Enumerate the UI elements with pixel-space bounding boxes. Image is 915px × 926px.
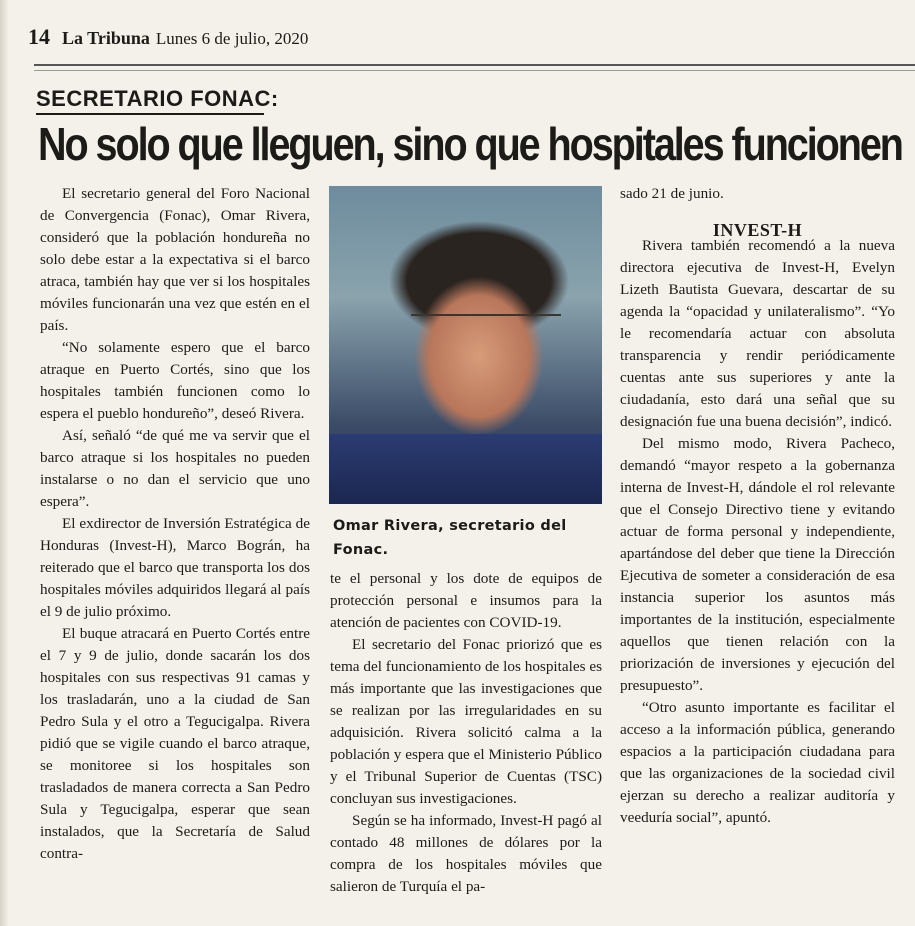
- paragraph: El secretario del Fonac priorizó que es tema del funcionamiento de los hospitales es más importante que las investigaciones que se realizan por las irregularidades en su adquisición. Rivera solicitó calma a la población y espera que el Ministerio Público y el Tribunal Superior de Cuentas (TSC) concluyan sus investigaciones.: [330, 636, 602, 807]
- paragraph: El secretario general del Foro Nacional de Convergencia (Fonac), Omar Rivera, consideró que la población hondureña no solo debe estar a la expectativa si el barco atraca, también hay que ver si los hospitales móviles funcionarán una vez que estén en el país.: [40, 185, 310, 334]
- article-column-3: [620, 183, 895, 829]
- paragraph: Así, señaló “de qué me va servir que el barco atraque si los hospitales no pueden instalarse o no dan el servicio que uno espera”.: [40, 427, 310, 510]
- page-fold-edge: [0, 0, 8, 926]
- section-subhead: INVEST-H: [712, 220, 803, 240]
- header-rule-thin: [34, 70, 915, 71]
- paragraph: Según se ha informado, Invest-H pagó al contado 48 millones de dólares por la compra de los hospitales móviles que salieron de Turquía el pa-: [330, 812, 602, 895]
- paragraph: Del mismo modo, Rivera Pacheco, demandó “mayor respeto a la gobernanza interna de Invest-H, dándole el rol relevante que el Consejo Directivo tiene y evitando actuar de forma personal y independiente, apartándose del deber que tiene la Dirección Ejecutiva de someter a consideración de esa instancia superior los asuntos más importantes de la institución, especialmente aquellos que tienen relación con la priorización de inversiones y ejecución del presupuesto”.: [620, 435, 895, 694]
- paragraph: “Otro asunto importante es facilitar el acceso a la información pública, generando espacios a la participación ciudadana para que las organizaciones de la sociedad civil ejerzan su derecho a realizar auditoría y veeduría social”, apuntó.: [620, 699, 895, 826]
- newspaper-name: La Tribuna: [62, 28, 150, 48]
- paragraph: “No solamente espero que el barco atraque en Puerto Cortés, sino que los hospitales también funcionen como lo espera el pueblo hondureño”, deseó Rivera.: [40, 339, 310, 422]
- header-rule: [34, 64, 915, 66]
- article-column-2: [330, 568, 602, 898]
- page-number: 14: [28, 24, 50, 49]
- shirt-detail: [329, 434, 602, 504]
- kicker-underline: [36, 113, 264, 115]
- article-headline: No solo que lleguen, sino que hospitales funcionen: [38, 118, 902, 170]
- paragraph: Rivera también recomendó a la nueva directora ejecutiva de Invest-H, Evelyn Lizeth Bautista Guevara, descartar de su agenda la “opacidad y unilateralismo”. “Yo le recomendaría actuar con absoluta transparencia y rendir periódicamente cuentas ante sus superiores y ante la ciudadanía, esto dará una señal que su designación fue una buena decisión”, indicó.: [620, 237, 895, 430]
- glasses-detail: [411, 314, 561, 346]
- publication-date: Lunes 6 de julio, 2020: [155, 29, 309, 48]
- paragraph: El exdirector de Inversión Estratégica de Honduras (Invest-H), Marco Bográn, ha reiterado que el barco que transporta los dos hospitales móviles adquiridos llegará al país el 9 de julio próximo.: [40, 515, 310, 620]
- paragraph: te el personal y los dote de equipos de protección personal e insumos para la atención de pacientes con COVID-19.: [330, 570, 602, 631]
- page-header: [28, 24, 308, 48]
- paragraph: El buque atracará en Puerto Cortés entre el 7 y 9 de julio, donde sacarán los dos hospitales con sus respectivas 91 camas y los trasladarán, uno a la ciudad de San Pedro Sula y el otro a Tegucigalpa. Rivera pidió que se vigile cuando el barco atraque, se monitoree si los hospitales son trasladados de manera correcta a San Pedro Sula y Tegucigalpa, esperar que sean instalados, que la Secretaría de Salud contra-: [40, 625, 310, 862]
- portrait-photo: [329, 186, 602, 504]
- article-kicker: SECRETARIO FONAC:: [36, 86, 279, 111]
- photo-caption: Omar Rivera, secretario del Fonac.: [333, 518, 567, 558]
- paragraph: sado 21 de junio.: [620, 185, 724, 202]
- article-column-1: [40, 183, 310, 865]
